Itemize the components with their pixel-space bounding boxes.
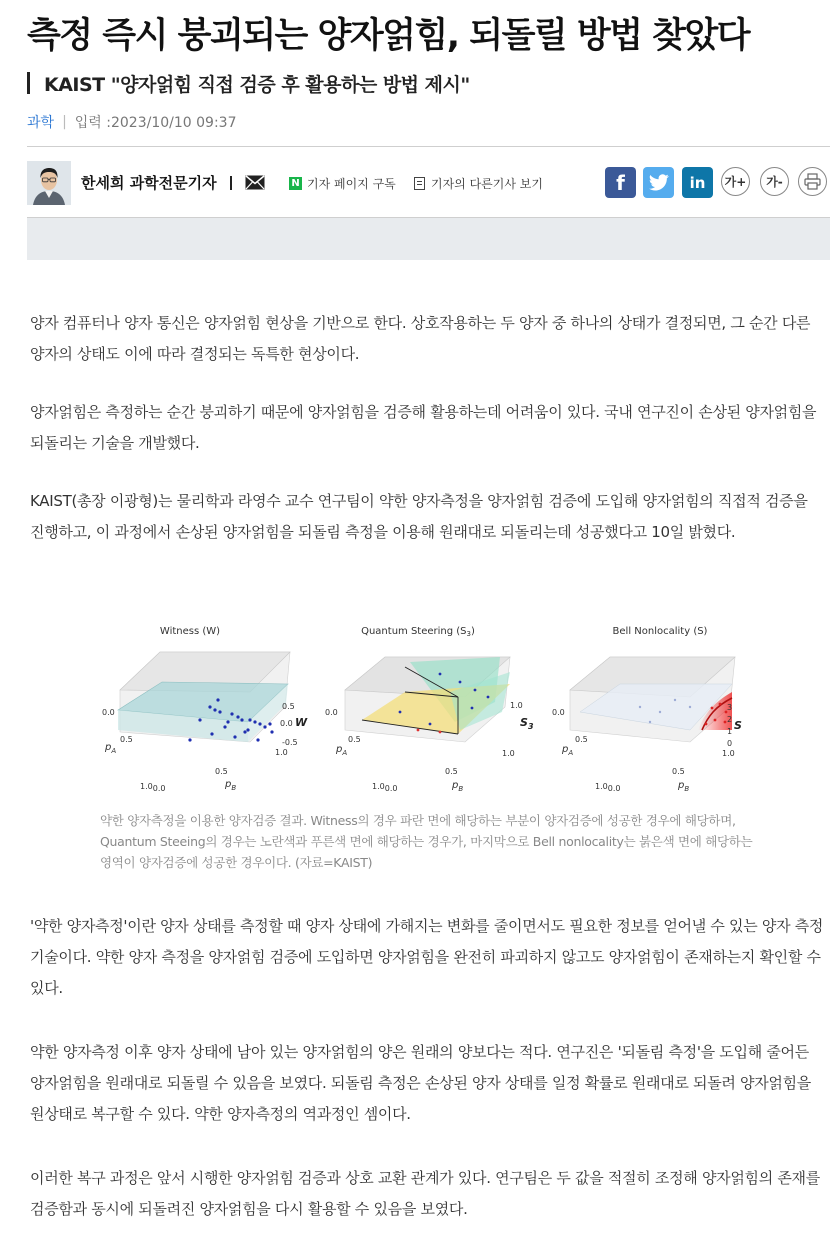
axis-tick: 1.0 — [502, 749, 515, 758]
body-paragraph: 양자 컴퓨터나 양자 통신은 양자얽힘 현상을 기반으로 한다. 상호작용하는 두 양자 중 하나의 상태가 결정되면, 그 순간 다른 양자의 상태도 이에 따라 결정되는 독특한 현상이다. — [30, 314, 811, 363]
naver-n-icon: N — [289, 177, 302, 190]
panel-title: Witness (W) — [159, 626, 221, 637]
category-link[interactable]: 과학 — [27, 115, 55, 131]
axis-tick: 0.5 — [575, 735, 588, 744]
z-axis-label: W — [295, 716, 308, 729]
published-date: 입력 :2023/10/10 09:37 — [74, 115, 237, 131]
axis-corner: 1.00.0 — [595, 782, 621, 793]
panel-title: Quantum Steering $(S_3)$ — [361, 626, 475, 638]
facebook-icon: f — [616, 170, 625, 195]
z-tick: 0.0 — [280, 719, 293, 728]
body-paragraph: '약한 양자측정'이란 양자 상태를 측정할 때 양자 상태에 가해지는 변화를 줄이면서도 필요한 정보를 얻어낼 수 있는 양자 측정 기술이다. 약한 양자 측정을 양자얽힘 검증에 도입하면 양자얽힘을 완전히 파괴하지 않고도 양자얽힘이 존재하는지 확인할 수 있다. — [30, 917, 824, 997]
z-tick: 2 — [727, 715, 733, 724]
axis-tick: 1.0 — [722, 749, 735, 758]
subheadline — [27, 70, 470, 96]
axis-label-pb: $p_B$ — [225, 779, 237, 792]
body-paragraph: 이러한 복구 과정은 앞서 시행한 양자얽힘 검증과 상호 교환 관계가 있다. 연구팀은 두 값을 적절히 조정해 양자얽힘의 존재를 검증함과 동시에 되돌려진 양자얽힘을 다시 활용할 수 있음을 보였다. — [30, 1169, 820, 1218]
axis-corner: 1.00.0 — [140, 782, 166, 793]
mail-icon[interactable] — [245, 175, 265, 190]
axis-tick: 1.0 — [275, 748, 288, 757]
axis-label-pa: $p_A$ — [562, 744, 574, 757]
avatar[interactable] — [27, 161, 71, 205]
document-icon — [414, 177, 425, 190]
z-axis-label: $S_3$ — [520, 716, 534, 731]
linkedin-share-button[interactable] — [682, 167, 713, 198]
steering-panel — [325, 626, 534, 793]
z-tick: 0 — [727, 739, 733, 748]
byline-divider-top — [27, 146, 830, 147]
twitter-icon — [649, 174, 669, 191]
axis-tick: 0.0 — [325, 708, 338, 717]
axis-tick: 0.0 — [102, 708, 115, 717]
subheadline-text: KAIST "양자얽힘 직접 검증 후 활용하는 방법 제시" — [44, 73, 470, 96]
z-axis-label: S — [734, 719, 742, 732]
z-tick: -0.5 — [282, 738, 298, 747]
linkedin-icon: in — [689, 173, 706, 192]
axis-tick: 0.5 — [672, 767, 685, 776]
headline: 측정 즉시 붕괴되는 양자얽힘, 되돌릴 방법 찾았다 — [27, 16, 750, 56]
byline-bar — [27, 158, 830, 208]
body-paragraph: KAIST(총장 이광형)는 물리학과 라영수 교수 연구팀이 약한 양자측정을 양자얽힘 검증에 도입해 양자얽힘의 직접적 검증을 진행하고, 이 과정에서 손상된 양자얽힘을 되돌림 측정을 이용해 원래대로 되돌리는데 성공했다고 10일 밝혔다. — [30, 492, 808, 541]
figure-caption: 약한 양자측정을 이용한 양자검증 결과. Witness의 경우 파란 면에 해당하는 부분이 양자검증에 성공한 경우에 해당하며, Quantum Steeing의 경우는 노란색과 푸른색 면에 해당하는 경우가, 마지막으로 Bell nonlocality는 붉은색 면에 해당하는 영역이 양자검증에 성공한 경우이다. (자료=KAIST) — [100, 813, 753, 870]
axis-tick: 0.5 — [215, 767, 228, 776]
subheadline-bar — [27, 72, 30, 94]
print-button[interactable] — [798, 167, 827, 196]
z-tick: 0.5 — [282, 702, 295, 711]
z-tick: 1.0 — [510, 701, 523, 710]
font-size-up-button[interactable]: 가+ — [721, 167, 750, 196]
axis-label-pb: $p_B$ — [452, 780, 464, 793]
author-name[interactable]: 한세희 과학전문기자 — [81, 174, 217, 192]
article-meta — [27, 112, 236, 132]
body-paragraph: 약한 양자측정 이후 양자 상태에 남아 있는 양자얽힘의 양은 원래의 양보다는 적다. 연구진은 '되돌림 측정'을 도입해 줄어든 양자얽힘을 원래대로 되돌릴 수 있음을 보였다. 되돌림 측정은 손상된 양자 상태를 일정 확률로 원래대로 되돌려 양자얽힘을 원상태로 복구할 수 있다. 약한 양자측정의 역과정인 셈이다. — [30, 1043, 811, 1123]
author-divider — [230, 176, 232, 190]
ad-banner[interactable] — [27, 218, 830, 260]
follow-reporter-label: 기자 페이지 구독 — [307, 177, 396, 191]
witness-panel — [102, 626, 308, 793]
other-articles-link[interactable] — [414, 175, 543, 192]
z-tick: 1 — [727, 727, 733, 736]
axis-corner: 1.00.0 — [372, 782, 398, 793]
twitter-share-button[interactable] — [643, 167, 674, 198]
facebook-share-button[interactable] — [605, 167, 636, 198]
print-icon — [804, 173, 821, 190]
axis-tick: 0.5 — [120, 735, 133, 744]
bell-panel — [552, 626, 742, 793]
axis-tick: 0.5 — [445, 767, 458, 776]
axis-label-pb: $p_B$ — [678, 780, 690, 793]
body-paragraph: 양자얽힘은 측정하는 순간 붕괴하기 때문에 양자얽힘을 검증해 활용하는데 어려움이 있다. 국내 연구진이 손상된 양자얽힘을 되돌리는 기술을 개발했다. — [30, 403, 817, 452]
axis-tick: 0.0 — [552, 708, 565, 717]
meta-divider: | — [62, 114, 67, 130]
article-figure — [100, 612, 740, 802]
z-tick: 3 — [727, 703, 733, 712]
axis-label-pa: $p_A$ — [105, 742, 117, 755]
axis-tick: 0.5 — [348, 735, 361, 744]
font-size-down-button[interactable]: 가- — [760, 167, 789, 196]
follow-reporter-link[interactable] — [289, 175, 396, 192]
panel-title: Bell Nonlocality (S) — [612, 626, 708, 637]
other-articles-label: 기자의 다른기사 보기 — [431, 177, 543, 191]
axis-label-pa: $p_A$ — [336, 744, 348, 757]
